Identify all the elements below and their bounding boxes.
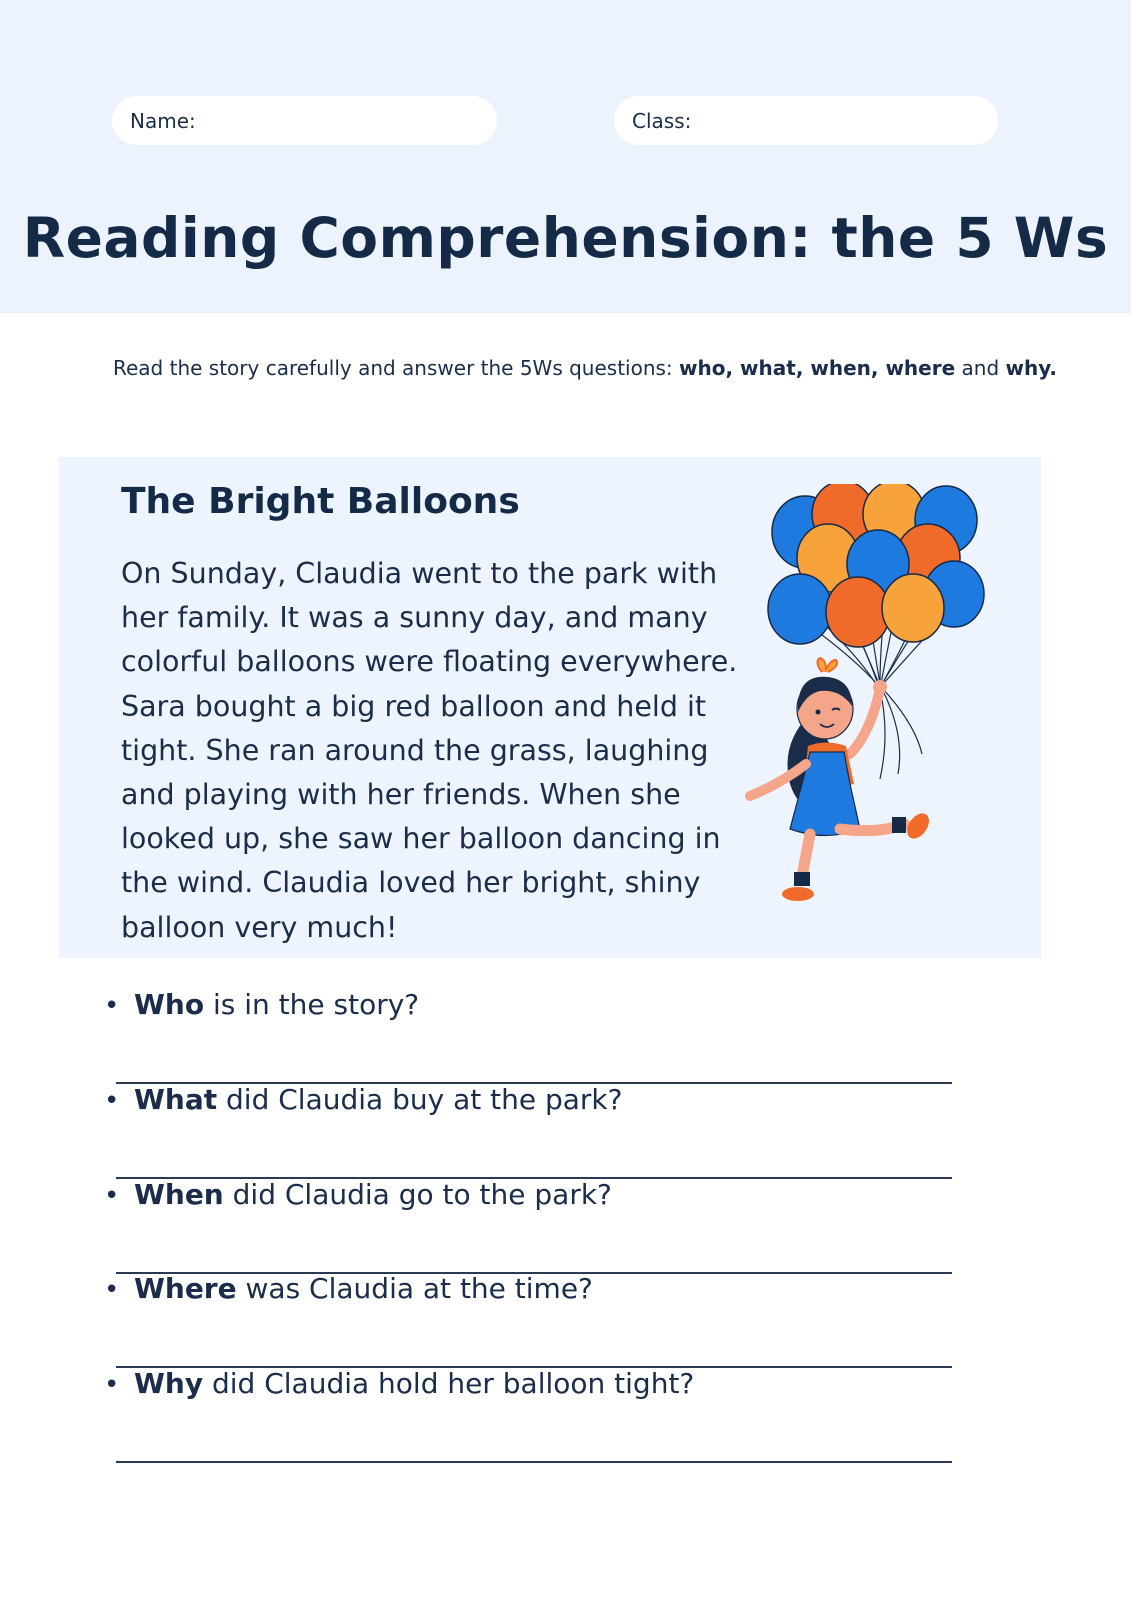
question-why bbox=[104, 1367, 694, 1400]
question-who bbox=[104, 988, 419, 1021]
page-title: Reading Comprehension: the 5 Ws bbox=[22, 206, 1109, 270]
story-line: the wind. Claudia loved her bright, shiny bbox=[121, 866, 701, 900]
bullet: • bbox=[104, 991, 120, 1021]
story-line: and playing with her friends. When she bbox=[121, 778, 681, 812]
story-line: Sara bought a big red balloon and held it bbox=[121, 689, 707, 723]
instructions-why: why. bbox=[1005, 356, 1058, 380]
girl-with-balloons-illustration bbox=[740, 484, 1020, 924]
bullet: • bbox=[104, 1181, 120, 1211]
bullet: • bbox=[104, 1086, 120, 1116]
bullet: • bbox=[104, 1370, 120, 1400]
girl bbox=[750, 658, 933, 901]
question-keyword: What bbox=[134, 1083, 218, 1116]
question-text: did Claudia hold her balloon tight? bbox=[203, 1367, 695, 1400]
name-label: Name: bbox=[130, 108, 196, 133]
question-keyword: When bbox=[134, 1178, 224, 1211]
instructions-keywords: who, what, when, where bbox=[679, 356, 956, 380]
story-line: colorful balloons were floating everywhere. bbox=[121, 645, 738, 679]
question-what bbox=[104, 1083, 622, 1116]
story-title: The Bright Balloons bbox=[121, 481, 520, 522]
class-field[interactable] bbox=[614, 96, 998, 145]
class-label: Class: bbox=[632, 108, 692, 133]
bullet: • bbox=[104, 1275, 120, 1305]
balloons bbox=[768, 484, 984, 647]
question-keyword: Who bbox=[134, 988, 205, 1021]
name-field[interactable] bbox=[112, 96, 497, 145]
question-text: was Claudia at the time? bbox=[236, 1272, 593, 1305]
instructions bbox=[113, 356, 1113, 380]
question-text: did Claudia buy at the park? bbox=[217, 1083, 623, 1116]
instructions-and: and bbox=[955, 356, 1006, 380]
question-keyword: Where bbox=[134, 1272, 237, 1305]
story-line: tight. She ran around the grass, laughing bbox=[121, 733, 709, 767]
instructions-lead: Read the story carefully and answer the 5Ws questions: bbox=[113, 356, 680, 380]
story-line: balloon very much! bbox=[121, 910, 398, 944]
story-line: looked up, she saw her balloon dancing in bbox=[121, 822, 721, 856]
question-keyword: Why bbox=[134, 1367, 204, 1400]
question-when bbox=[104, 1178, 612, 1211]
story-line: On Sunday, Claudia went to the park with bbox=[121, 557, 718, 590]
question-text: is in the story? bbox=[204, 988, 420, 1021]
question-where bbox=[104, 1272, 593, 1305]
story-text bbox=[121, 552, 738, 950]
answer-line-why[interactable] bbox=[116, 1461, 952, 1463]
question-text: did Claudia go to the park? bbox=[223, 1178, 612, 1211]
story-line: her family. It was a sunny day, and many bbox=[121, 601, 708, 635]
